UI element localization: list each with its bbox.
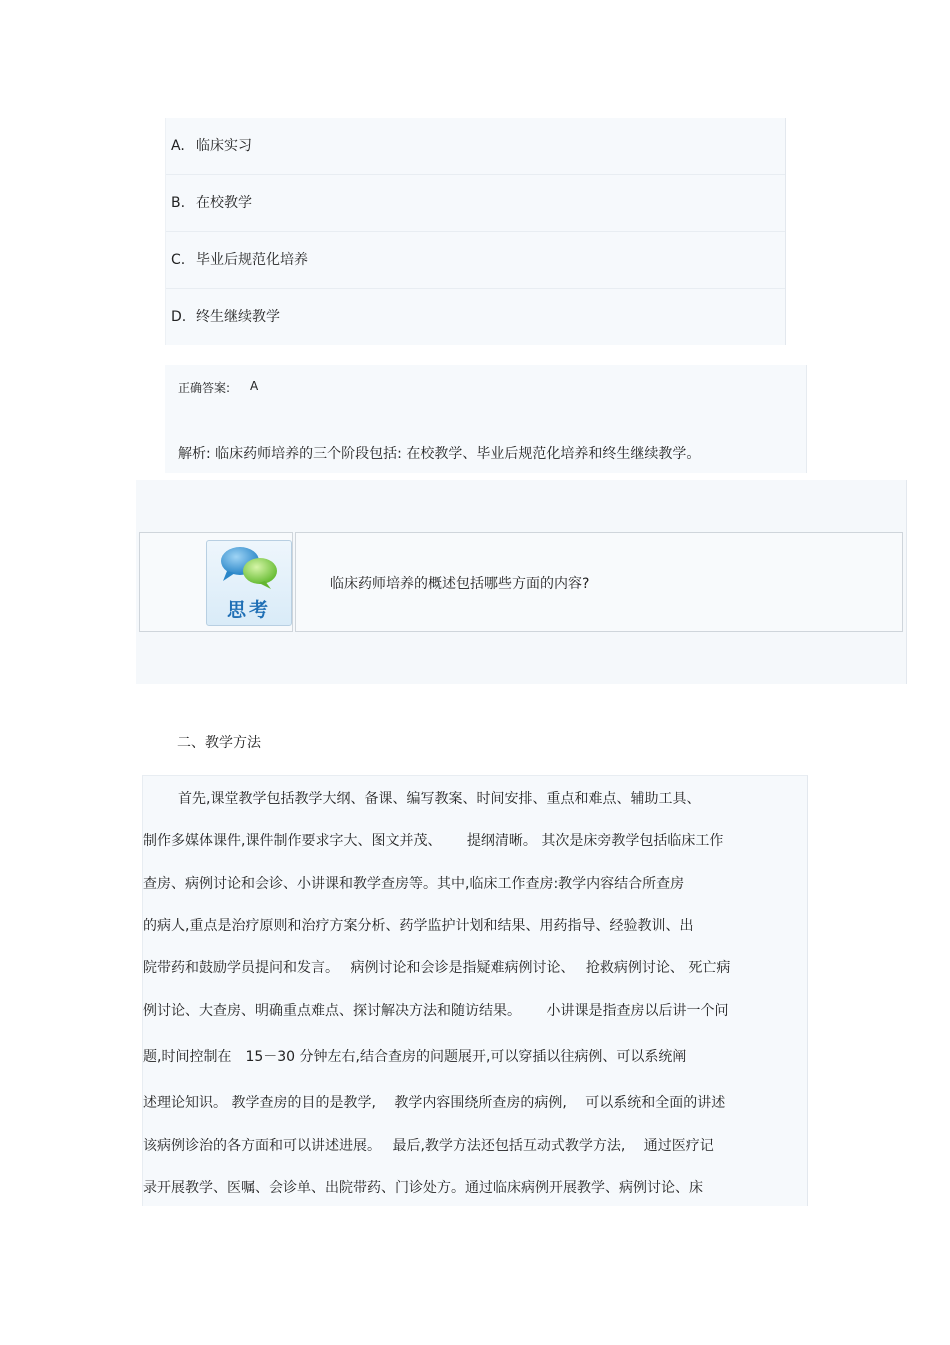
- paragraph-line: 录开展教学、医嘱、会诊单、出院带药、门诊处方。通过临床病例开展教学、病例讨论、床: [143, 1180, 703, 1196]
- analysis-text: 解析: 临床药师培养的三个阶段包括: 在校教学、毕业后规范化培养和终生继续教学。: [178, 446, 701, 462]
- options-list: [165, 118, 786, 345]
- paragraph-line: 例讨论、大查房、明确重点难点、探讨解决方法和随访结果。 小讲课是指查房以后讲一个问: [143, 1003, 729, 1019]
- option-b[interactable]: [166, 175, 785, 232]
- paragraph-line: 的病人,重点是治疗原则和治疗方案分析、药学监护计划和结果、用药指导、经验教训、出: [143, 918, 694, 934]
- option-letter: D.: [171, 309, 187, 325]
- think-icon-label: 思考: [226, 599, 271, 621]
- paragraph-line: 述理论知识。 教学查房的目的是教学, 教学内容围绕所查房的病例, 可以系统和全面的讲述: [143, 1095, 726, 1111]
- option-letter: B.: [171, 195, 186, 211]
- think-box: [136, 480, 907, 684]
- paragraph-line: 首先,课堂教学包括教学大纲、备课、编写教案、时间安排、重点和难点、辅助工具、: [178, 791, 701, 807]
- paragraph-line: 院带药和鼓励学员提问和发言。 病例讨论和会诊是指疑难病例讨论、 抢救病例讨论、 死亡病: [143, 960, 731, 976]
- option-d[interactable]: [166, 289, 785, 345]
- option-text: 毕业后规范化培养: [196, 252, 308, 268]
- paragraph-line: 制作多媒体课件,课件制作要求字大、图文并茂、 提纲清晰。 其次是床旁教学包括临床工作: [143, 833, 724, 849]
- think-question-cell: [295, 532, 903, 632]
- option-letter: A.: [171, 138, 185, 154]
- paragraph-line: 题,时间控制在 15－30 分钟左右,结合查房的问题展开,可以穿插以往病例、可以系统阐: [143, 1049, 687, 1065]
- option-c[interactable]: [166, 232, 785, 289]
- paragraph-line: 查房、病例讨论和会诊、小讲课和教学查房等。其中,临床工作查房:教学内容结合所查房: [143, 876, 685, 892]
- teaching-method-paragraph: [142, 775, 808, 1206]
- paragraph-line: 该病例诊治的各方面和可以讲述进展。 最后,教学方法还包括互动式教学方法, 通过医疗记: [143, 1138, 714, 1154]
- option-text: 在校教学: [196, 195, 252, 211]
- think-bubble-icon: [206, 540, 292, 626]
- answer-value: A: [250, 379, 259, 393]
- answer-box: [165, 365, 807, 473]
- option-text: 终生继续教学: [196, 309, 280, 325]
- answer-label: 正确答案:: [178, 381, 231, 395]
- option-text: 临床实习: [196, 138, 252, 154]
- section-heading: 二、教学方法: [177, 735, 261, 751]
- think-question: 临床药师培养的概述包括哪些方面的内容?: [330, 576, 590, 592]
- option-a[interactable]: [166, 118, 785, 175]
- option-letter: C.: [171, 252, 186, 268]
